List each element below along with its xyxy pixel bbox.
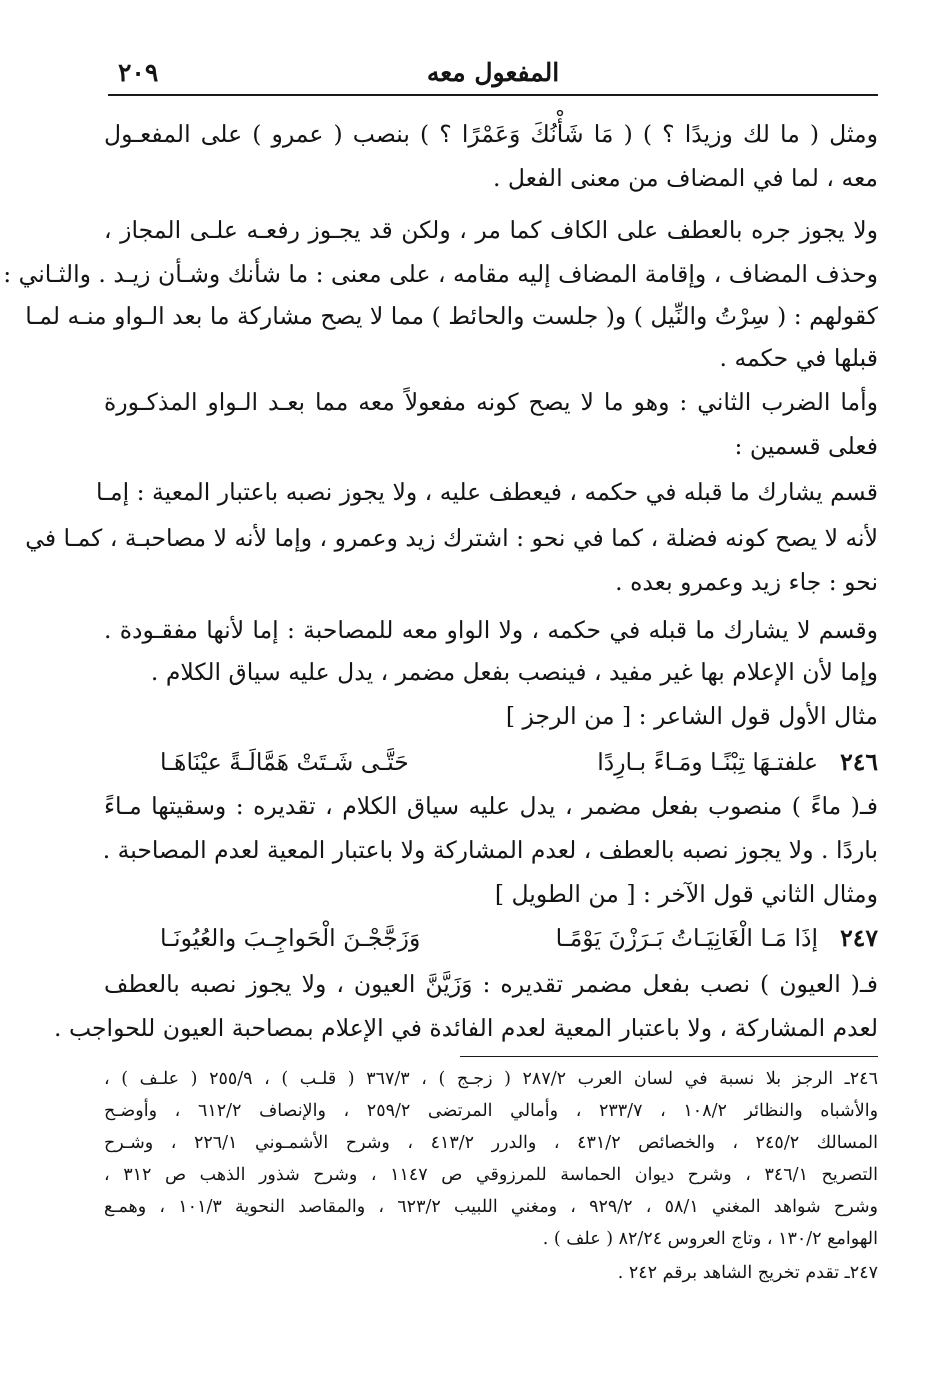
footnote-line: المسالك ٢٤٥/٢ ، والخصائص ٤٣١/٢ ، والدرر ٤١٣/٢ ، وشرح الأشمـوني ٢٢٦/١ ، وشـرح — [104, 1133, 879, 1153]
verse-first-hemistich: إذَا مَـا الْغَانِيَـاتُ بَـرَزْنَ يَوْمًـا — [555, 924, 818, 952]
text-line: نحو : جاء زيد وعمرو بعده . — [615, 568, 878, 596]
page-number: ٢٠٩ — [118, 58, 159, 87]
chapter-title: المفعول معه — [426, 58, 560, 87]
verse-second-hemistich: وَزَجَّجْـنَ الْحَواجِـبَ والعُيُونَـا — [160, 924, 421, 952]
footnote-line: ٢٤٦ـ الرجز بلا نسبة في لسان العرب ٢٨٧/٢ ( زجـج ) ، ٣٦٧/٣ ( قلـب ) ، ٢٥٥/٩ ( علـف ) ، — [104, 1069, 878, 1089]
footnote-line: والأشباه والنظائر ١٠٨/٢ ، ٢٣٣/٧ ، وأمالي المرتضى ٢٥٩/٢ ، والإنصاف ٦١٢/٢ ، وأوضـح — [104, 1101, 879, 1121]
text-line: وأما الضرب الثاني : وهو ما لا يصح كونه مفعولاً معه مما بعـد الـواو المذكـورة — [104, 388, 878, 416]
verse-246 — [104, 740, 878, 784]
text-line: باردًا . ولا يجوز نصبه بالعطف ، لعدم المشاركة ولا باعتبار المعية لعدم المصاحبة . — [102, 836, 878, 864]
text-line: فعلى قسمين : — [734, 432, 878, 460]
footnote-line: ٢٤٧ـ تقدم تخريج الشاهد برقم ٢٤٢ . — [617, 1263, 878, 1283]
footnote-separator — [460, 1056, 878, 1057]
text-line: ومثال الثاني قول الآخر : [ من الطويل ] — [494, 880, 878, 908]
verse-first-hemistich: علفتـهَا تِبْنًـا ومَـاءً بـارِدًا — [597, 748, 818, 776]
verse-second-hemistich: حَتَّـى شَـتَتْ هَمَّالَـةً عيْنَاهَـا — [160, 748, 409, 776]
footnote-line: وشرح شواهد المغني ٥٨/١ ، ٩٢٩/٢ ، ومغني اللبيب ٦٢٣/٢ ، والمقاصد النحوية ١٠١/٣ ، وهمـع — [104, 1197, 878, 1217]
text-line: فـ( العيون ) نصب بفعل مضمر تقديره : وَزَيَّنَّ العيون ، ولا يجوز نصبه بالعطف — [104, 970, 878, 998]
text-line: ومثل ( ما لك وزيدًا ؟ ) ( مَا شَأْنُكَ وَعَمْرًا ؟ ) بنصب ( عمرو ) على المفعـول — [104, 120, 878, 148]
text-line: لعدم المشاركة ، ولا باعتبار المعية لعدم الفائدة في الإعلام بمصاحبة العيون للحواجب . — [54, 1014, 878, 1042]
text-line: قبلها في حكمه . — [719, 344, 878, 372]
verse-number: ٢٤٧ — [840, 924, 878, 952]
text-line: وحذف المضاف ، وإقامة المضاف إليه مقامه ، على معنى : ما شأنك وشـأن زيـد . والثـاني : — [3, 260, 878, 288]
text-line: فـ( ماءً ) منصوب بفعل مضمر ، يدل عليه سياق الكلام ، تقديره : وسقيتها مـاءً — [104, 792, 878, 820]
running-header — [108, 48, 878, 96]
text-line: كقولهم : ( سِرْتُ والنِّيل ) و( جلست والحائط ) مما لا يصح مشاركة ما بعد الـواو منـه لمـا — [25, 302, 878, 330]
footnote-line: التصريح ٣٤٦/١ ، وشرح ديوان الحماسة للمرزوقي ص ١١٤٧ ، وشرح شذور الذهب ص ٣١٢ ، — [104, 1165, 878, 1185]
text-line: معه ، لما في المضاف من معنى الفعل . — [492, 164, 878, 192]
verse-number: ٢٤٦ — [840, 748, 878, 776]
footnote-line: الهوامع ١٣٠/٢ ، وتاج العروس ٨٢/٢٤ ( علف ) . — [542, 1229, 878, 1249]
text-line: لأنه لا يصح كونه فضلة ، كما في نحو : اشترك زيد وعمرو ، وإما لأنه لا مصاحبـة ، كمـا في — [25, 524, 878, 552]
text-line: قسم يشارك ما قبله في حكمه ، فيعطف عليه ، ولا يجوز نصبه باعتبار المعية : إمـا — [96, 478, 878, 506]
text-line: مثال الأول قول الشاعر : [ من الرجز ] — [505, 702, 878, 730]
text-line: وإما لأن الإعلام بها غير مفيد ، فينصب بفعل مضمر ، يدل عليه سياق الكلام . — [150, 658, 878, 686]
text-line: وقسم لا يشارك ما قبله في حكمه ، ولا الواو معه للمصاحبة : إما لأنها مفقـودة . — [104, 616, 878, 644]
verse-247 — [104, 916, 878, 960]
text-line: ولا يجوز جره بالعطف على الكاف كما مر ، ولكن قد يجـوز رفعـه علـى المجاز ، — [104, 216, 878, 244]
